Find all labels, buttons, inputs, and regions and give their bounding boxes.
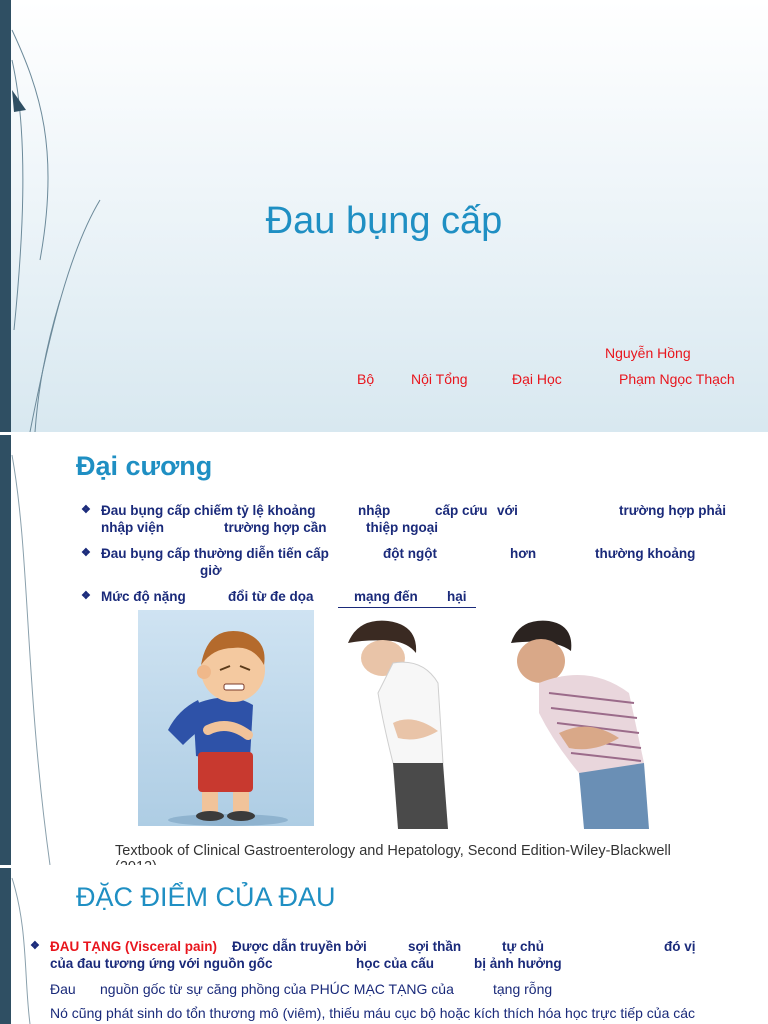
title-slide bbox=[0, 0, 768, 432]
body-line: Nó cũng phát sinh do tổn thương mô (viêm), thiếu máu cục bộ hoặc kích thích hóa học trực tiếp của các bbox=[50, 1005, 696, 1021]
section-heading: ĐẶC ĐIỂM CỦA ĐAU bbox=[76, 882, 336, 912]
body-line: Đau nguồn gốc từ sự căng phồng của PHÚC MẠC TẠNG của tạng rỗng bbox=[50, 981, 553, 997]
bullet-item: ❖ Đau bụng cấp thường diễn tiến cấp đột ngột hơn thường khoảng giờ bbox=[81, 546, 696, 578]
section-heading: Đại cương bbox=[76, 451, 213, 481]
bullet-item: ❖ Đau bụng cấp chiếm tỷ lệ khoảng nhập cấp cứu với trường hợp phải nhập viện trường hợp cần thiệp ngoại bbox=[81, 503, 726, 535]
man-stomachache-image bbox=[499, 613, 661, 829]
woman-stomachache-image bbox=[338, 613, 478, 829]
author-name: Nguyễn Hồng bbox=[605, 345, 691, 361]
affiliation-part: Bộ bbox=[357, 371, 375, 387]
affiliation-part: Phạm Ngọc Thạch bbox=[619, 371, 735, 387]
slide-title: Đau bụng cấp bbox=[265, 200, 503, 242]
cartoon-boy-stomachache-image bbox=[138, 610, 314, 826]
affiliation-part: Nội Tổng bbox=[411, 371, 468, 387]
diamond-bullet-icon: ❖ bbox=[81, 590, 91, 602]
decorative-curves bbox=[0, 435, 80, 865]
source-caption: Textbook of Clinical Gastroenterology and Hepatology, Second Edition-Wiley-Blackwell bbox=[115, 843, 671, 859]
bullet-item: ❖ ĐAU TẠNG (Visceral pain) Được dẫn truyền bởi sợi thần tự chủ đó vị của đau tương ứng với nguồn gốc học của cấu bị ảnh hưởng bbox=[30, 939, 696, 971]
bullet-item: ❖ Mức độ nặng đổi từ đe dọa mạng đến hại bbox=[81, 589, 467, 604]
diamond-bullet-icon: ❖ bbox=[81, 504, 91, 516]
overview-slide bbox=[0, 435, 768, 865]
diamond-bullet-icon: ❖ bbox=[30, 940, 40, 952]
underline-divider bbox=[338, 607, 476, 608]
diamond-bullet-icon: ❖ bbox=[81, 547, 91, 559]
pain-characteristics-slide bbox=[0, 868, 768, 1024]
affiliation-part: Đại Học bbox=[512, 371, 562, 387]
